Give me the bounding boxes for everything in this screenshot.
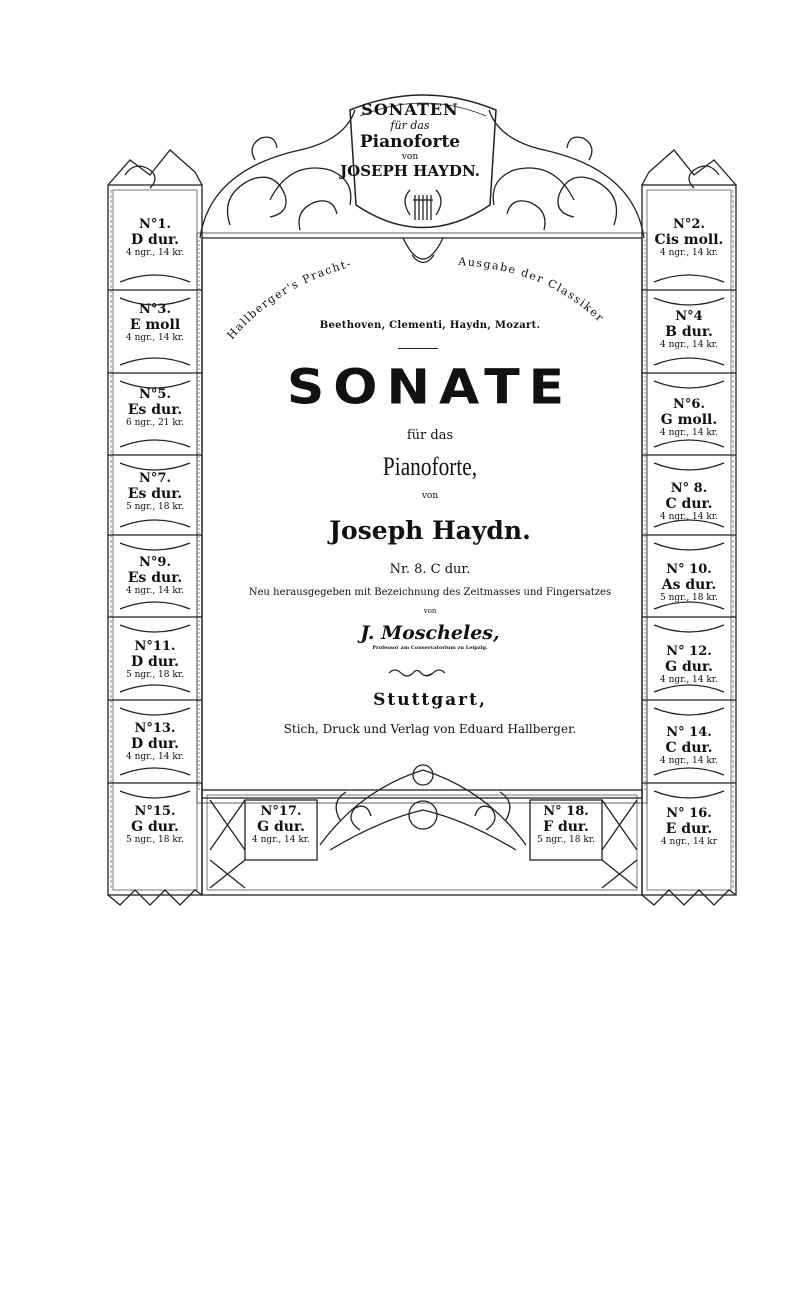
sonata-plaque-15 — [117, 805, 193, 845]
sonata-key: G dur. — [257, 818, 305, 835]
sonata-number: N°2. — [673, 217, 705, 232]
sonata-plaque-9 — [117, 556, 193, 596]
sonata-key: G dur. — [131, 818, 179, 835]
sonata-plaque-13 — [117, 722, 193, 762]
for-text: für das — [406, 428, 454, 443]
sonata-plaque-3 — [117, 303, 193, 343]
sonata-key: Es dur. — [127, 401, 183, 418]
sonata-price: 4 ngr., 14 kr. — [126, 752, 184, 763]
sonata-number: N°1. — [139, 217, 171, 232]
sonata-number: N°9. — [139, 555, 171, 570]
sonata-key: E dur. — [665, 820, 713, 837]
sonata-plaque-8 — [651, 482, 727, 522]
sonata-price: 4 ngr., 14 kr. — [126, 248, 184, 259]
sonata-number: N° 10. — [666, 562, 712, 577]
sonata-number: N° 14. — [666, 725, 712, 740]
sonata-price: 4 ngr., 14 kr. — [126, 333, 184, 344]
sonata-number: N°13. — [134, 721, 176, 736]
banner-fuer-das: für das — [390, 119, 430, 132]
sonata-plaque-16 — [651, 807, 727, 847]
sonata-price: 4 ngr., 14 kr. — [252, 835, 310, 846]
by-text-small: von — [423, 607, 437, 615]
sonata-key: C dur. — [665, 739, 713, 756]
sonata-plaque-7 — [117, 472, 193, 512]
sonata-price: 5 ngr., 18 kr. — [537, 835, 595, 846]
sonata-plaque-11 — [117, 640, 193, 680]
sonata-key: D dur. — [131, 231, 179, 248]
sonata-price: 4 ngr., 14 kr. — [660, 428, 718, 439]
sonata-number: N°5. — [139, 387, 171, 402]
by-text: von — [421, 491, 439, 501]
edition-arch-right: Ausgabe der Classiker — [457, 254, 607, 326]
sonata-key: Cis moll. — [654, 231, 724, 248]
divider-rule — [398, 348, 438, 349]
sonata-price: 4 ngr., 14 kr. — [660, 248, 718, 259]
sonata-key: E moll — [129, 316, 181, 333]
sonata-number: N°3. — [139, 302, 171, 317]
sonata-key: Es dur. — [127, 569, 183, 586]
editor-title: Professor am Conservatorium zu Leipzig. — [372, 645, 488, 651]
edition-arch-left: Hallberger's Pracht- — [224, 256, 354, 342]
sonata-price: 4 ngr., 14 kr. — [660, 512, 718, 523]
sonata-number: N°15. — [134, 804, 176, 819]
sonata-plaque-4 — [651, 310, 727, 350]
sonata-key: D dur. — [131, 735, 179, 752]
sonata-number-key: Nr. 8. C dur. — [389, 562, 471, 577]
sonata-key: G dur. — [665, 658, 713, 675]
sonata-key: F dur. — [543, 818, 589, 835]
instrument: Pianoforte, — [382, 452, 478, 481]
sonata-number: N° 8. — [670, 481, 708, 496]
sonata-number: N°11. — [134, 639, 176, 654]
sonata-number: N° 16. — [666, 806, 712, 821]
banner-sonaten: SONATEN — [361, 100, 459, 119]
sonata-plaque-17 — [243, 805, 319, 845]
sonata-price: 4 ngr., 14 kr. — [660, 756, 718, 767]
sonata-plaque-2 — [651, 218, 727, 258]
publisher-city: Stuttgart, — [373, 690, 487, 710]
flourish-ornament — [387, 666, 447, 680]
edition-note: Neu herausgegeben mit Bezeichnung des Zeitmasses und Fingersatzes — [248, 587, 612, 598]
sonata-plaque-6 — [651, 398, 727, 438]
sonata-price: 4 ngr., 14 kr. — [660, 340, 718, 351]
editor-name: J. Moscheles, — [360, 622, 500, 644]
sonata-key: Es dur. — [127, 485, 183, 502]
sonata-plaque-18 — [528, 805, 604, 845]
sonata-price: 5 ngr., 18 kr. — [660, 593, 718, 604]
composer-name: Joseph Haydn. — [329, 516, 531, 545]
sonata-number: N°17. — [260, 804, 302, 819]
sonata-price: 5 ngr., 18 kr. — [126, 502, 184, 513]
sonata-key: D dur. — [131, 653, 179, 670]
sonata-number: N° 18. — [543, 804, 589, 819]
banner-von: von — [401, 152, 419, 162]
sonata-price: 4 ngr., 14 kr. — [660, 675, 718, 686]
sonata-key: C dur. — [665, 495, 713, 512]
sonata-price: 5 ngr., 18 kr. — [126, 835, 184, 846]
sonata-plaque-14 — [651, 726, 727, 766]
publisher: Stich, Druck und Verlag von Eduard Hallberger. — [283, 722, 577, 736]
banner-pianoforte: Pianoforte — [359, 132, 461, 152]
sonata-key: G moll. — [660, 411, 718, 428]
page-title: SONATE — [286, 360, 574, 416]
sonata-key: As dur. — [661, 576, 717, 593]
sonata-key: B dur. — [665, 323, 713, 340]
sonata-number: N°6. — [673, 397, 705, 412]
sonata-plaque-12 — [651, 645, 727, 685]
sonata-price: 5 ngr., 18 kr. — [126, 670, 184, 681]
svg-text:Ausgabe der Classiker — [457, 255, 607, 325]
sonata-plaque-1 — [117, 218, 193, 258]
sonata-plaque-5 — [117, 388, 193, 428]
sonata-price: 4 ngr., 14 kr — [660, 837, 718, 848]
edition-composers: Beethoven, Clementi, Haydn, Mozart. — [319, 320, 541, 331]
sonata-price: 6 ngr., 21 kr. — [126, 418, 184, 429]
sonata-plaque-10 — [651, 563, 727, 603]
sonata-price: 4 ngr., 14 kr. — [126, 586, 184, 597]
banner-composer: JOSEPH HAYDN. — [340, 162, 480, 180]
sonata-number: N° 12. — [666, 644, 712, 659]
sonata-number: N°4 — [675, 309, 703, 324]
sonata-number: N°7. — [139, 471, 171, 486]
